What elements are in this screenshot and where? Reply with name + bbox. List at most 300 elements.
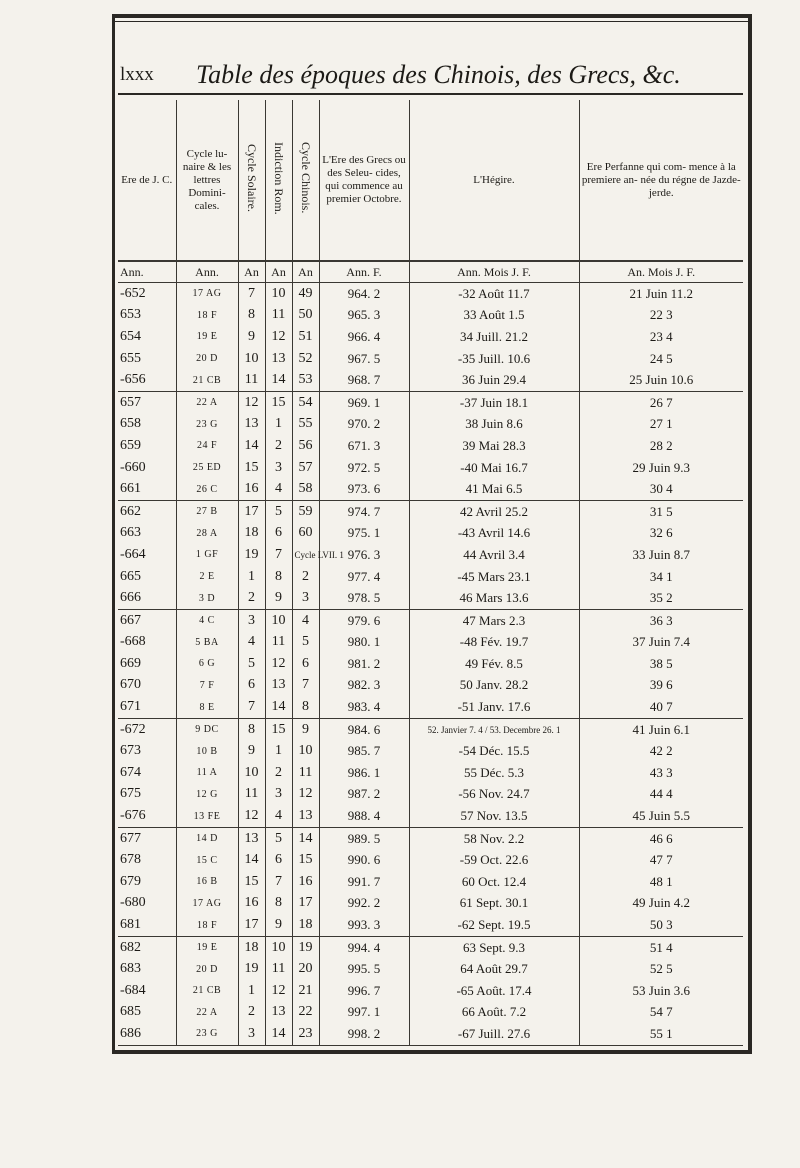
- cell-cycle-lunaire: 20 D: [176, 958, 238, 980]
- cell-cycle-lunaire: 3 D: [176, 587, 238, 609]
- cell-grecs: 981. 2: [319, 653, 409, 675]
- cell-cycle-lunaire: 18 F: [176, 305, 238, 327]
- cell-ere: 671: [118, 696, 176, 718]
- cell-grecs: 991. 7: [319, 871, 409, 893]
- cell-ere: 663: [118, 523, 176, 545]
- cell-persanne: 51 4: [649, 939, 673, 955]
- table-row: [118, 478, 743, 500]
- table-row: [118, 391, 743, 413]
- cell-hegire: 41 Mai 6.5: [409, 478, 579, 500]
- cell-indiction: 4: [265, 805, 292, 827]
- cell-grecs: 992. 2: [319, 893, 409, 915]
- cell-persanne: 55 1: [579, 1023, 743, 1045]
- cell-cycle-chinois: 8: [292, 696, 319, 718]
- cell-grecs: 997. 1: [319, 1002, 409, 1024]
- table-row: [118, 762, 743, 784]
- cell-ere: 678: [118, 849, 176, 871]
- cell-persanne: 28 2: [649, 437, 673, 453]
- cell-grecs: 996. 7: [319, 980, 409, 1002]
- cell-cycle-lunaire: 4 C: [176, 609, 238, 631]
- cell-hegire: -32 Août 11.7: [409, 283, 579, 305]
- cell-cycle-lunaire: 2 E: [176, 566, 238, 588]
- cell-hegire: -48 Fév. 19.7: [409, 632, 579, 654]
- cell-hegire: 66 Août. 7.2: [409, 1002, 579, 1024]
- cell-indiction: 6: [265, 523, 292, 545]
- page-title: Table des époques des Chinois, des Grecs, &c.: [196, 60, 681, 89]
- cell-indiction: 6: [265, 849, 292, 871]
- table-row: [118, 305, 743, 327]
- table-row: [118, 893, 743, 915]
- header-cycle-lunaire: Cycle lu- naire & les lettres Domini- cales.: [176, 100, 238, 261]
- cell-grecs: 968. 7: [319, 369, 409, 391]
- cell-ere: 669: [118, 653, 176, 675]
- cell-hegire: 36 Juin 29.4: [409, 369, 579, 391]
- cell-grecs: 970. 2: [319, 414, 409, 436]
- table-row: [118, 414, 743, 436]
- cell-cycle-lunaire: 5 BA: [176, 632, 238, 654]
- cell-cycle-chinois: 12: [292, 784, 319, 806]
- cell-cycle-chinois: 22: [292, 1002, 319, 1024]
- cell-hegire: 33 Août 1.5: [409, 305, 579, 327]
- cell-ere: -656: [118, 369, 176, 391]
- cell-cycle-chinois: 60: [292, 523, 319, 545]
- cell-cycle-solaire: 8: [238, 718, 265, 740]
- cell-ere: 677: [118, 827, 176, 849]
- cell-ere: 661: [118, 478, 176, 500]
- cell-hegire: -37 Juin 18.1: [409, 391, 579, 413]
- table-row: [118, 609, 743, 631]
- cell-cycle-solaire: 1: [238, 566, 265, 588]
- cell-cycle-lunaire: 23 G: [176, 414, 238, 436]
- cell-persanne: 21 Juin 11.2: [629, 285, 693, 301]
- cell-cycle-solaire: 16: [238, 478, 265, 500]
- table-row: [118, 283, 743, 305]
- cell-grecs: 974. 7: [319, 500, 409, 522]
- cell-indiction: 15: [265, 718, 292, 740]
- cell-cycle-solaire: 9: [238, 326, 265, 348]
- cell-indiction: 5: [265, 500, 292, 522]
- cell-hegire: 34 Juill. 21.2: [409, 326, 579, 348]
- cell-persanne: 34 1: [649, 568, 673, 584]
- cell-cycle-solaire: 14: [238, 849, 265, 871]
- cell-persanne: 48 1: [649, 873, 673, 889]
- table-body: [118, 261, 743, 1045]
- cell-ere: -680: [118, 893, 176, 915]
- cell-cycle-lunaire: 22 A: [176, 1002, 238, 1024]
- table-row: [118, 369, 743, 391]
- subheader-grecs: Ann. F.: [319, 261, 409, 283]
- cell-grecs: 983. 4: [319, 696, 409, 718]
- cell-grecs: 965. 3: [319, 305, 409, 327]
- table-row: [118, 1023, 743, 1045]
- cell-hegire: 42 Avril 25.2: [409, 500, 579, 522]
- cell-cycle-chinois: 7: [292, 675, 319, 697]
- cell-cycle-chinois: 14: [292, 827, 319, 849]
- cell-hegire: -40 Mai 16.7: [409, 457, 579, 479]
- cell-cycle-solaire: 15: [238, 871, 265, 893]
- table-row: [118, 675, 743, 697]
- cell-cycle-solaire: 17: [238, 500, 265, 522]
- cell-cycle-chinois: 13: [292, 805, 319, 827]
- cell-indiction: 11: [265, 958, 292, 980]
- table-row: [118, 696, 743, 718]
- cell-persanne: 46 6: [649, 830, 673, 846]
- subheader-hegire: Ann. Mois J. F.: [409, 261, 579, 283]
- cell-hegire: -51 Janv. 17.6: [409, 696, 579, 718]
- table-row: [118, 348, 743, 370]
- cell-cycle-solaire: 3: [238, 609, 265, 631]
- subheader-cycle-chinois: An: [292, 261, 319, 283]
- cell-hegire: -35 Juill. 10.6: [409, 348, 579, 370]
- cell-persanne: 22 3: [649, 307, 673, 323]
- cell-grecs: 994. 4: [319, 936, 409, 958]
- cell-cycle-chinois: 19: [292, 936, 319, 958]
- cell-grecs: 978. 5: [319, 587, 409, 609]
- header-cycle-solaire: [238, 100, 265, 261]
- top-border: [112, 14, 752, 18]
- cell-indiction: 12: [265, 326, 292, 348]
- header-row: [118, 100, 743, 261]
- header-ere: Ere de J. C.: [118, 100, 176, 261]
- header-cycle-chinois-text: Cycle Chinois.: [299, 142, 313, 214]
- table-row: [118, 827, 743, 849]
- cell-hegire: -54 Déc. 15.5: [409, 740, 579, 762]
- cell-grecs: 964. 2: [319, 283, 409, 305]
- cell-cycle-solaire: 19: [238, 958, 265, 980]
- cell-cycle-chinois: 16: [292, 871, 319, 893]
- cell-cycle-chinois: 21: [292, 980, 319, 1002]
- cell-cycle-chinois: 6: [292, 653, 319, 675]
- cell-persanne: 47 7: [649, 852, 673, 868]
- subheader-persanne: An. Mois J. F.: [579, 261, 743, 283]
- cell-ere: 655: [118, 348, 176, 370]
- cell-cycle-lunaire: 20 D: [176, 348, 238, 370]
- cell-persanne: 52 5: [649, 961, 673, 977]
- cell-indiction: 3: [265, 457, 292, 479]
- cell-cycle-solaire: 9: [238, 740, 265, 762]
- cell-cycle-solaire: 15: [238, 457, 265, 479]
- cell-cycle-lunaire: 26 C: [176, 478, 238, 500]
- cell-cycle-solaire: 10: [238, 348, 265, 370]
- cell-grecs: 998. 2: [319, 1023, 409, 1045]
- right-border: [748, 14, 752, 1054]
- cell-grecs: 977. 4: [319, 566, 409, 588]
- cell-ere: -676: [118, 805, 176, 827]
- left-border: [112, 14, 115, 1054]
- cell-cycle-chinois: 57: [292, 457, 319, 479]
- cell-grecs: 972. 5: [319, 457, 409, 479]
- cell-cycle-chinois: 56: [292, 435, 319, 457]
- cell-cycle-solaire: 17: [238, 914, 265, 936]
- cell-persanne: 27 1: [649, 416, 673, 432]
- cell-grecs: 988. 4: [319, 805, 409, 827]
- cell-cycle-solaire: 16: [238, 893, 265, 915]
- cell-ere: 659: [118, 435, 176, 457]
- cell-cycle-solaire: 11: [238, 369, 265, 391]
- cell-cycle-chinois: 9: [292, 718, 319, 740]
- bottom-border: [112, 1050, 752, 1054]
- cell-cycle-solaire: 12: [238, 391, 265, 413]
- cell-cycle-solaire: 14: [238, 435, 265, 457]
- cell-cycle-lunaire: 19 E: [176, 936, 238, 958]
- cell-hegire: 44 Avril 3.4: [409, 544, 579, 566]
- cell-indiction: 7: [265, 871, 292, 893]
- subheader-indiction: An: [265, 261, 292, 283]
- cell-indiction: 4: [265, 478, 292, 500]
- cell-persanne: 33 Juin 8.7: [632, 546, 690, 562]
- cell-hegire: 39 Mai 28.3: [409, 435, 579, 457]
- cell-cycle-chinois: 11: [292, 762, 319, 784]
- cell-persanne: 32 6: [649, 525, 673, 541]
- cell-cycle-solaire: 7: [238, 283, 265, 305]
- cell-cycle-chinois: 20: [292, 958, 319, 980]
- cell-grecs: 976. 3: [319, 544, 409, 566]
- cell-cycle-solaire: 2: [238, 1002, 265, 1024]
- cell-indiction: 10: [265, 609, 292, 631]
- cell-indiction: 12: [265, 980, 292, 1002]
- page-number: lxxx: [120, 64, 154, 85]
- cell-cycle-lunaire: 10 B: [176, 740, 238, 762]
- cell-indiction: 13: [265, 1002, 292, 1024]
- epochs-table: [118, 100, 743, 1046]
- cell-indiction: 14: [265, 1023, 292, 1045]
- cell-cycle-solaire: 6: [238, 675, 265, 697]
- cell-indiction: 7: [265, 544, 292, 566]
- cell-persanne: 23 4: [649, 328, 673, 344]
- header-cycle-chinois: [292, 100, 319, 261]
- cell-ere: 686: [118, 1023, 176, 1045]
- cell-cycle-chinois: 53: [292, 369, 319, 391]
- table-row: [118, 871, 743, 893]
- cell-hegire: 47 Mars 2.3: [409, 609, 579, 631]
- cell-cycle-lunaire: 15 C: [176, 849, 238, 871]
- cell-indiction: 1: [265, 740, 292, 762]
- cell-persanne: 31 5: [649, 503, 673, 519]
- cell-ere: 666: [118, 587, 176, 609]
- cell-ere: 675: [118, 784, 176, 806]
- cell-ere: 674: [118, 762, 176, 784]
- cell-ere: -672: [118, 718, 176, 740]
- cell-cycle-lunaire: 27 B: [176, 500, 238, 522]
- cell-hegire: -65 Août. 17.4: [409, 980, 579, 1002]
- cell-cycle-solaire: 18: [238, 523, 265, 545]
- cell-cycle-solaire: 4: [238, 632, 265, 654]
- cell-persanne: 50 3: [579, 914, 743, 936]
- cell-grecs: 966. 4: [319, 326, 409, 348]
- cell-indiction: 13: [265, 348, 292, 370]
- cell-grecs: 989. 5: [319, 827, 409, 849]
- cell-cycle-lunaire: 28 A: [176, 523, 238, 545]
- cell-persanne: 36 3: [649, 612, 673, 628]
- cell-hegire: 38 Juin 8.6: [409, 414, 579, 436]
- cell-ere: 653: [118, 305, 176, 327]
- cell-ere: 682: [118, 936, 176, 958]
- cell-cycle-solaire: 18: [238, 936, 265, 958]
- cell-cycle-lunaire: 1 GF: [176, 544, 238, 566]
- cell-indiction: 1: [265, 414, 292, 436]
- cell-cycle-chinois: 2: [292, 566, 319, 588]
- cell-cycle-solaire: 13: [238, 414, 265, 436]
- subheader-cycle-solaire: An: [238, 261, 265, 283]
- cell-grecs: 671. 3: [319, 435, 409, 457]
- cell-indiction: 8: [265, 893, 292, 915]
- table-row: [118, 958, 743, 980]
- cell-cycle-chinois: 15: [292, 849, 319, 871]
- table-row: [118, 544, 743, 566]
- cell-cycle-lunaire: 17 AG: [176, 893, 238, 915]
- cell-ere: 673: [118, 740, 176, 762]
- cell-persanne: 24 5: [649, 350, 673, 366]
- cell-ere: 683: [118, 958, 176, 980]
- top-border-thin: [112, 21, 752, 22]
- cell-cycle-lunaire: 19 E: [176, 326, 238, 348]
- cell-indiction: 9: [265, 587, 292, 609]
- cell-cycle-chinois: 52: [292, 348, 319, 370]
- cell-persanne: 41 Juin 6.1: [632, 721, 690, 737]
- table-row: [118, 1002, 743, 1024]
- cell-hegire: 64 Août 29.7: [409, 958, 579, 980]
- table-row: [118, 632, 743, 654]
- cell-indiction: 9: [265, 914, 292, 936]
- cell-hegire: 46 Mars 13.6: [409, 587, 579, 609]
- cell-cycle-lunaire: 21 CB: [176, 980, 238, 1002]
- header-grecs: L'Ere des Grecs ou des Seleu- cides, qui commence au premier Octobre.: [319, 100, 409, 261]
- cell-ere: 667: [118, 609, 176, 631]
- table-row: [118, 457, 743, 479]
- cell-persanne: 54 7: [649, 1004, 673, 1020]
- cell-persanne: 38 5: [649, 655, 673, 671]
- cell-ere: -652: [118, 283, 176, 305]
- cell-cycle-chinois: 54: [292, 391, 319, 413]
- cell-cycle-chinois: 18: [292, 914, 319, 936]
- cell-cycle-lunaire: 11 A: [176, 762, 238, 784]
- cell-cycle-chinois: 55: [292, 414, 319, 436]
- cell-ere: 654: [118, 326, 176, 348]
- cell-ere: 662: [118, 500, 176, 522]
- cell-cycle-solaire: 1: [238, 980, 265, 1002]
- cell-cycle-lunaire: 21 CB: [176, 369, 238, 391]
- subheader-ere: Ann.: [118, 261, 176, 283]
- cell-ere: 679: [118, 871, 176, 893]
- cell-indiction: 11: [265, 305, 292, 327]
- cell-cycle-solaire: 10: [238, 762, 265, 784]
- cell-cycle-lunaire: 22 A: [176, 391, 238, 413]
- cell-cycle-chinois: 50: [292, 305, 319, 327]
- cell-grecs: 984. 6: [319, 718, 409, 740]
- cell-cycle-solaire: 12: [238, 805, 265, 827]
- cell-cycle-solaire: 5: [238, 653, 265, 675]
- cell-cycle-solaire: 7: [238, 696, 265, 718]
- cell-cycle-solaire: 13: [238, 827, 265, 849]
- table-row: [118, 980, 743, 1002]
- cell-indiction: 10: [265, 283, 292, 305]
- cell-persanne: 35 2: [579, 587, 743, 609]
- cell-ere: -668: [118, 632, 176, 654]
- cell-indiction: 2: [265, 762, 292, 784]
- cell-grecs: 973. 6: [319, 478, 409, 500]
- table-row: [118, 435, 743, 457]
- header-indiction-text: Indiction Rom.: [272, 141, 286, 215]
- cell-persanne: 26 7: [649, 394, 673, 410]
- cell-cycle-lunaire: 25 ED: [176, 457, 238, 479]
- cell-cycle-solaire: 8: [238, 305, 265, 327]
- cell-persanne: 53 Juin 3.6: [632, 982, 690, 998]
- cell-grecs: 969. 1: [319, 391, 409, 413]
- cell-persanne: 30 4: [579, 478, 743, 500]
- cell-cycle-solaire: 19: [238, 544, 265, 566]
- cell-cycle-solaire: 3: [238, 1023, 265, 1045]
- cell-cycle-chinois: 51: [292, 326, 319, 348]
- table-row: [118, 740, 743, 762]
- cell-ere: 670: [118, 675, 176, 697]
- cell-indiction: 12: [265, 653, 292, 675]
- cell-hegire: 50 Janv. 28.2: [409, 675, 579, 697]
- cell-cycle-solaire: 2: [238, 587, 265, 609]
- cell-indiction: 2: [265, 435, 292, 457]
- cell-cycle-chinois: 17: [292, 893, 319, 915]
- cell-grecs: 987. 2: [319, 784, 409, 806]
- cell-hegire: 55 Déc. 5.3: [409, 762, 579, 784]
- cell-persanne: 42 2: [649, 743, 673, 759]
- cell-hegire: 49 Fév. 8.5: [409, 653, 579, 675]
- cell-cycle-chinois: 23: [292, 1023, 319, 1045]
- cell-grecs: 993. 3: [319, 914, 409, 936]
- header-persanne: Ere Perfanne qui com- mence à la premiere an- née du régne de Jazde- jerde.: [579, 100, 743, 261]
- cell-ere: -684: [118, 980, 176, 1002]
- cell-hegire: 63 Sept. 9.3: [409, 936, 579, 958]
- cell-persanne: 37 Juin 7.4: [632, 634, 690, 650]
- cell-grecs: 985. 7: [319, 740, 409, 762]
- cell-cycle-chinois: 3: [292, 587, 319, 609]
- subheader-cycle-lunaire: Ann.: [176, 261, 238, 283]
- table-row: [118, 805, 743, 827]
- cell-ere: 657: [118, 391, 176, 413]
- cell-hegire: 57 Nov. 13.5: [409, 805, 579, 827]
- cell-cycle-lunaire: 9 DC: [176, 718, 238, 740]
- cell-hegire: 61 Sept. 30.1: [409, 893, 579, 915]
- cell-cycle-chinois: 5: [292, 632, 319, 654]
- cell-persanne: 43 3: [649, 764, 673, 780]
- table-row: [118, 500, 743, 522]
- cell-cycle-lunaire: 7 F: [176, 675, 238, 697]
- cell-grecs: 982. 3: [319, 675, 409, 697]
- cell-cycle-chinois: 49: [292, 283, 319, 305]
- cell-hegire: -45 Mars 23.1: [409, 566, 579, 588]
- cell-hegire: -43 Avril 14.6: [409, 523, 579, 545]
- cell-indiction: 13: [265, 675, 292, 697]
- cell-grecs: 986. 1: [319, 762, 409, 784]
- cell-ere: 685: [118, 1002, 176, 1024]
- cell-cycle-lunaire: 16 B: [176, 871, 238, 893]
- table-row: [118, 936, 743, 958]
- cell-cycle-chinois: 59: [292, 500, 319, 522]
- cell-cycle-chinois: 4: [292, 609, 319, 631]
- cell-hegire: 58 Nov. 2.2: [409, 827, 579, 849]
- table-row: [118, 566, 743, 588]
- table-row: [118, 653, 743, 675]
- cell-indiction: 8: [265, 566, 292, 588]
- subheader-row: [118, 261, 743, 283]
- table-row: [118, 718, 743, 740]
- cell-grecs: 979. 6: [319, 609, 409, 631]
- cell-persanne: 45 Juin 5.5: [579, 805, 743, 827]
- title-rule: [118, 93, 743, 95]
- cell-grecs: 967. 5: [319, 348, 409, 370]
- cell-ere: 665: [118, 566, 176, 588]
- cell-indiction: 14: [265, 696, 292, 718]
- table-row: [118, 784, 743, 806]
- cell-cycle-lunaire: 6 G: [176, 653, 238, 675]
